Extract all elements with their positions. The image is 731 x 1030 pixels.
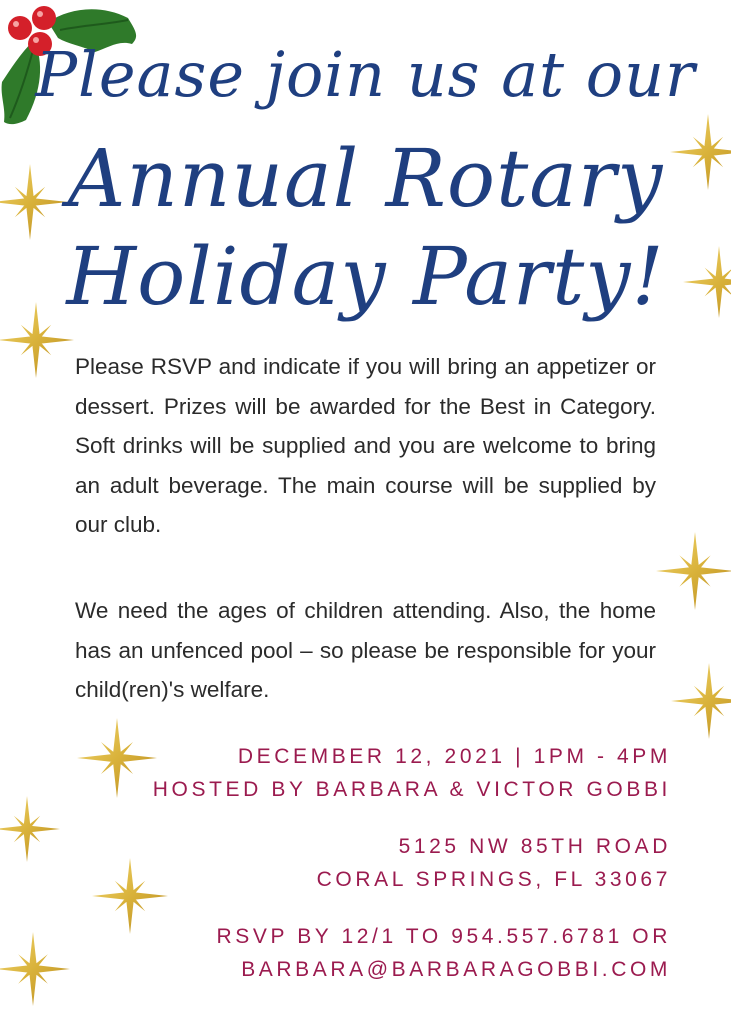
gold-star-icon <box>77 718 157 798</box>
address-line-2: CORAL SPRINGS, FL 33067 <box>316 868 671 891</box>
rsvp-email: BARBARA@BARBARAGOBBI.COM <box>241 958 671 981</box>
rsvp-line-1: RSVP BY 12/1 TO 954.557.6781 OR <box>216 925 671 948</box>
title-line-2: Annual Rotary <box>67 132 664 225</box>
gold-star-icon <box>0 796 60 862</box>
hosts: HOSTED BY BARBARA & VICTOR GOBBI <box>152 778 671 801</box>
rsvp-block <box>217 920 671 986</box>
gold-star-icon <box>671 663 731 739</box>
gold-star-icon <box>92 858 168 934</box>
rsvp-instructions-paragraph: Please RSVP and indicate if you will bring an appetizer or dessert. Prizes will be awarded for the Best in Category. Soft drinks will be supplied and you are welcome to bring an adult beverage. The main course will be supplied by our club. <box>75 354 656 537</box>
address-line-1: 5125 NW 85TH ROAD <box>398 835 671 858</box>
gold-star-icon <box>0 932 70 1006</box>
address-block <box>317 830 671 896</box>
gold-star-icon <box>656 532 731 610</box>
title-line-1: Please join us at our <box>35 38 696 111</box>
title-line-3: Holiday Party! <box>66 230 665 323</box>
children-notice-paragraph: We need the ages of children attending. Also, the home has an unfenced pool – so please be responsible for your child(ren)'s welfare. <box>75 598 656 702</box>
event-date-block <box>153 740 671 806</box>
date-time: DECEMBER 12, 2021 | 1PM - 4PM <box>237 745 671 768</box>
